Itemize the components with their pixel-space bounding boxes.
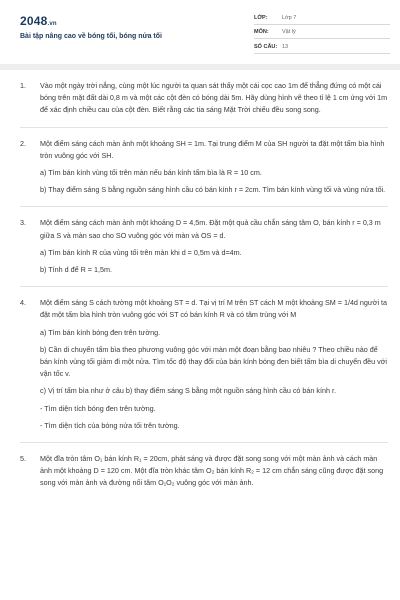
page-title: Bài tập nâng cao về bóng tối, bóng nửa tối [20, 33, 162, 40]
question-number: 2. [20, 138, 26, 148]
question-list [20, 80, 388, 495]
question-part-a: a) Tìm bán kính vùng tối trên màn nếu bán kính tấm bìa là R = 10 cm. [40, 168, 262, 178]
meta-value: 13 [282, 43, 289, 50]
meta-value: Lớp 7 [282, 14, 297, 21]
header [0, 0, 400, 64]
question-text: Một điểm sáng S cách tường một khoảng ST = d. Tại vị trí M trên ST cách M một khoảng SM = 1/4d người ta đặt một tấm bìa hình tròn vuông góc với ST có bán kính R và có tâm trùng với M [40, 298, 388, 320]
question-1 [20, 80, 388, 117]
logo-tld: .vn [47, 21, 57, 27]
question-number: 4. [20, 298, 26, 308]
question-part-b: b) Thay điểm sáng S bằng nguồn sáng hình cầu có bán kính r = 2cm. Tìm bán kính vùng tối và vùng nửa tối. [40, 185, 386, 195]
question-bullet: - Tìm diện tích bóng đen trên tường. [40, 403, 156, 413]
question-bullet: - Tìm diện tích của bóng nửa tối trên tường. [40, 420, 180, 430]
meta-row-count [254, 41, 390, 54]
question-number: 1. [20, 81, 26, 90]
question-4 [20, 297, 388, 432]
question-part-b: b) Tính d để R = 1,5m. [40, 265, 112, 275]
question-divider [20, 286, 388, 287]
question-divider [20, 442, 388, 443]
meta-row-class [254, 12, 390, 25]
question-3 [20, 217, 388, 276]
meta-table [254, 12, 390, 56]
question-divider [20, 206, 388, 207]
logo-main: 2048 [20, 14, 48, 28]
meta-value: Vật lý [282, 29, 296, 36]
meta-label: SỐ CÂU: [254, 43, 278, 50]
question-text: Một đĩa tròn tâm O₁ bán kính R₁ = 20cm, phát sáng và được đặt song song với một màn ảnh và cách màn ảnh một khoảng D = 120 cm. Một đĩa tròn khác tâm O₂ bán kính R₂ = 12 cm chắn sáng cũng được đặt song song với màn ảnh và đường nối tâm O₁O₂ vuông góc với màn ảnh. [40, 454, 384, 488]
question-text: Một điểm sáng cách màn ảnh một khoảng D = 4,5m. Đặt một quả cầu chắn sáng tâm O, bán kính r = 0,3 m giữa S và màn sao cho SO vuông góc với màn và OS = d. [40, 218, 381, 240]
question-5 [20, 453, 388, 490]
question-2 [20, 138, 388, 197]
meta-label: MÔN: [254, 29, 269, 36]
meta-row-subject [254, 27, 390, 40]
meta-label: LỚP: [254, 14, 268, 21]
question-part-a: a) Tìm bán kính bóng đen trên tường. [40, 327, 161, 337]
question-text: Vào một ngày trời nắng, cùng một lúc người ta quan sát thấy một cái cọc cao 1m để thẳng đứng có một cái bóng trên mặt đất dài 0,8 m và một các cột đèn có bóng dài 5m. Hãy dùng hình vẽ theo tỉ lệ 1 cm ứng với 1m để xác định chiều cau của cột đèn. Biết rằng các tia sáng Mặt Trời chiếu đều song song. [40, 81, 388, 115]
header-divider [0, 64, 400, 70]
site-logo[interactable] [20, 14, 57, 28]
question-divider [20, 127, 388, 128]
question-part-c: c) Vị trí tấm bìa như ở câu b) thay điểm sáng S bằng một nguồn sáng hình cầu có bán kính r. [40, 386, 336, 396]
question-part-b: b) Cần di chuyển tấm bìa theo phương vuông góc với màn một đoạn bằng bao nhiêu ? Theo chiều nào để bán kính vùng tối giảm đi một nửa. Tìm tốc độ thay đổi của bán kính bóng đen biết tấm bìa di chuyển đều với vận tốc v. [40, 344, 388, 379]
question-number: 5. [20, 454, 26, 464]
question-part-a: a) Tìm bán kính R của vùng tối trên màn khi d = 0,5m và d=4m. [40, 247, 242, 257]
question-text: Một điểm sáng cách màn ảnh một khoảng SH = 1m. Tại trung điểm M của SH người ta đặt một tấm bìa hình tròn vuông góc với SH. [40, 138, 385, 160]
question-number: 3. [20, 218, 26, 228]
